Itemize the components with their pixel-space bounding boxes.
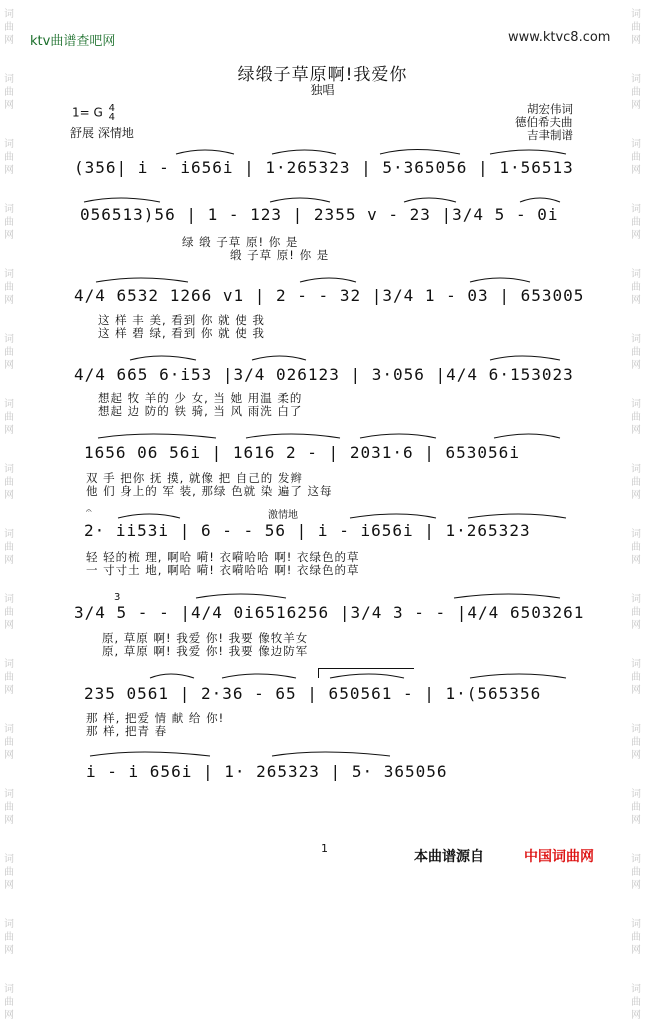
watermark-text: 词曲网 bbox=[631, 464, 641, 501]
lyrics-line-6b: 一 寸寸土 地, 啊哈 嗬! 衣嗬哈哈 啊! 衣绿色的草 bbox=[86, 563, 360, 577]
lyrics-line-2b: 缎 子草 原! 你 是 bbox=[230, 248, 330, 262]
watermark-text: 词曲网 bbox=[631, 334, 641, 371]
watermark-text: 词曲网 bbox=[631, 659, 641, 696]
slur bbox=[270, 198, 330, 202]
watermark-text: 词曲网 bbox=[631, 269, 641, 306]
slur bbox=[98, 434, 216, 438]
slur bbox=[470, 278, 530, 282]
slur bbox=[380, 150, 460, 155]
watermark-text: 词曲网 bbox=[631, 594, 641, 631]
time-top: 4 bbox=[108, 103, 116, 114]
watermark-text: 词曲网 bbox=[631, 399, 641, 436]
notation-line-4: 4/4 665 6·i53 |3/4 026123 | 3·056 |4/4 6·153023 bbox=[74, 365, 574, 384]
watermark-text: 词曲网 bbox=[4, 529, 14, 566]
watermark-text: 词曲网 bbox=[4, 594, 14, 631]
notation-line-5: 1656 06 56i | 1616 2 - | 2031·6 | 653056i bbox=[84, 443, 520, 462]
watermark-text: 词曲网 bbox=[631, 204, 641, 241]
tempo-mark: 激情地 bbox=[268, 510, 298, 521]
slur bbox=[300, 278, 356, 282]
tuplet-mark: 3 bbox=[114, 592, 121, 603]
slur bbox=[84, 198, 160, 202]
lyrics-line-4a: 想起 牧 羊的 少 女, 当 她 用温 柔的 bbox=[98, 391, 303, 405]
notation-line-8: 235 0561 | 2·36 - 65 | 650561 - | 1·(565356 bbox=[84, 684, 542, 703]
slur bbox=[252, 356, 306, 360]
watermark-text: 词曲网 bbox=[4, 919, 14, 956]
watermark-text: 词曲网 bbox=[631, 724, 641, 761]
watermark-text: 词曲网 bbox=[4, 854, 14, 891]
watermark-text: 词曲网 bbox=[4, 9, 14, 46]
watermark-text: 词曲网 bbox=[4, 204, 14, 241]
slur bbox=[246, 434, 340, 438]
watermark-text: 词曲网 bbox=[4, 464, 14, 501]
slur bbox=[90, 752, 210, 756]
notation-line-7: 3/4 5 - - |4/4 0i6516256 |3/4 3 - - |4/4 6503261 bbox=[74, 603, 585, 622]
lyrics-line-7b: 原, 草原 啊! 我爱 你! 我要 像边防军 bbox=[102, 644, 309, 658]
watermark-text: 词曲网 bbox=[631, 74, 641, 111]
lyrics-line-5a: 双 手 把你 抚 摸, 就像 把 自己的 发辫 bbox=[86, 471, 303, 485]
slur bbox=[490, 356, 560, 360]
watermark-text: 词曲网 bbox=[4, 984, 14, 1021]
slur bbox=[520, 198, 560, 202]
watermark-text: 词曲网 bbox=[631, 919, 641, 956]
lyrics-line-8b: 那 样, 把青 春 bbox=[86, 724, 168, 738]
notation-line-1: (356| i - i656i | 1·265323 | 5·365056 | 1·56513 bbox=[74, 158, 574, 177]
slur bbox=[454, 594, 560, 598]
time-bottom: 4 bbox=[108, 112, 116, 123]
notation-line-9: i - i 656i | 1· 265323 | 5· 365056 bbox=[86, 762, 448, 781]
song-subtitle: 独唱 bbox=[310, 83, 335, 97]
slur bbox=[494, 434, 560, 438]
slur bbox=[118, 514, 180, 518]
notation-line-3: 4/4 6532 1266 v1 | 2 - - 32 |3/4 1 - 03 | 653005 bbox=[74, 286, 585, 305]
slur bbox=[470, 674, 566, 678]
watermark-text: 词曲网 bbox=[4, 789, 14, 826]
song-title: 绿缎子草原啊!我爱你 bbox=[237, 65, 408, 85]
lyrics-line-3b: 这 样 碧 绿, 看到 你 就 使 我 bbox=[98, 326, 265, 340]
page-number: 1 bbox=[321, 842, 328, 855]
watermark-text: 词曲网 bbox=[631, 984, 641, 1021]
lyrics-line-3a: 这 样 丰 美, 看到 你 就 使 我 bbox=[98, 313, 265, 327]
expression-mark: 舒展 深情地 bbox=[70, 126, 134, 140]
watermark-text: 词曲网 bbox=[631, 789, 641, 826]
watermark-text: 词曲网 bbox=[4, 724, 14, 761]
watermark-text: 词曲网 bbox=[631, 9, 641, 46]
slur bbox=[176, 150, 234, 154]
footer-brand[interactable]: 中国词曲网 bbox=[524, 849, 594, 865]
watermark-text: 词曲网 bbox=[631, 139, 641, 176]
lyrics-line-5b: 他 们 身上的 军 装, 那绿 色就 染 遍了 这每 bbox=[86, 484, 333, 498]
key-label: 1= G bbox=[72, 105, 103, 120]
slur bbox=[330, 674, 404, 678]
watermark-text: 词曲网 bbox=[4, 659, 14, 696]
site-url-right[interactable]: www.ktvc8.com bbox=[508, 30, 611, 45]
watermark-text: 词曲网 bbox=[4, 399, 14, 436]
watermark-text: 词曲网 bbox=[4, 139, 14, 176]
watermark-text: 词曲网 bbox=[4, 334, 14, 371]
watermark-text: 词曲网 bbox=[631, 854, 641, 891]
slur bbox=[404, 198, 456, 202]
footer-source: 本曲谱源自 bbox=[414, 849, 484, 865]
slur bbox=[196, 594, 286, 598]
slur bbox=[272, 150, 336, 154]
notation-line-6: 2· ii53i | 6 - - 56 | i - i656i | 1·265323 bbox=[84, 521, 531, 540]
lyrics-line-7a: 原, 草原 啊! 我爱 你! 我要 像牧羊女 bbox=[102, 631, 309, 645]
fermata-mark: 𝄐 bbox=[86, 506, 92, 517]
slur bbox=[96, 278, 188, 282]
watermark-text: 词曲网 bbox=[631, 529, 641, 566]
lyricist-credit: 胡宏伟词 bbox=[527, 102, 573, 116]
slur bbox=[222, 674, 296, 678]
slur bbox=[468, 514, 566, 518]
slur bbox=[490, 150, 566, 154]
slur bbox=[350, 514, 436, 518]
lyrics-line-6a: 轻 轻的梳 理, 啊哈 嗬! 衣嗬哈哈 啊! 衣绿色的草 bbox=[86, 550, 360, 564]
lyrics-line-8a: 那 样, 把爱 情 献 给 你! bbox=[86, 711, 225, 725]
composer-credit: 德伯希夫曲 bbox=[515, 115, 573, 129]
watermark-text: 词曲网 bbox=[4, 269, 14, 306]
watermark-text: 词曲网 bbox=[4, 74, 14, 111]
lyrics-line-4b: 想起 边 防的 铁 骑, 当 风 雨洗 白了 bbox=[98, 404, 303, 418]
arranger-credit: 吉聿制谱 bbox=[527, 128, 573, 142]
slur bbox=[130, 356, 196, 360]
slur bbox=[360, 434, 436, 438]
slur bbox=[150, 674, 194, 678]
site-link-left[interactable]: ktv曲谱查吧网 bbox=[30, 34, 116, 49]
lyrics-line-2a: 绿 缎 子草 原! 你 是 bbox=[182, 235, 299, 249]
slur bbox=[272, 752, 390, 756]
notation-line-2: 056513)56 | 1 - 123 | 2355 v - 23 |3/4 5 - 0i bbox=[80, 205, 559, 224]
